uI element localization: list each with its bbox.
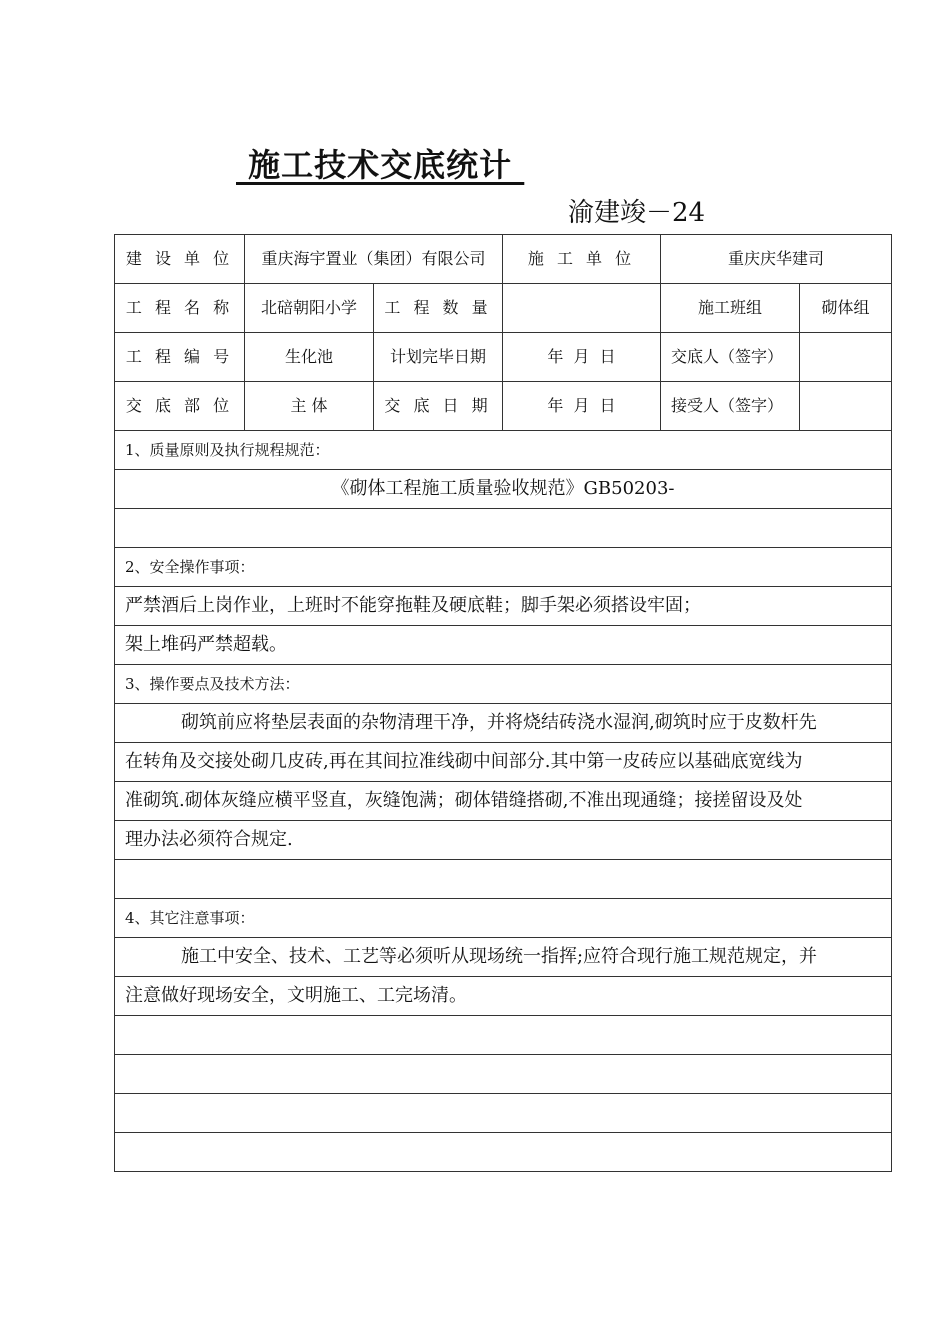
construction-unit-label: 建 设 单 位	[115, 235, 245, 284]
method-text-line: 砌筑前应将垫层表面的杂物清理干净，并将烧结砖浇水湿润,砌筑时应于皮数杆先	[115, 704, 892, 743]
handover-person-signature	[800, 333, 892, 382]
other-text-line: 注意做好现场安全，文明施工、工完场清。	[115, 977, 892, 1016]
document-title: 施工技术交底统计	[236, 146, 525, 184]
blank-row	[115, 860, 892, 899]
technical-handover-table	[114, 234, 892, 1172]
method-text-line: 准砌筑.砌体灰缝应横平竖直，灰缝饱满；砌体错缝搭砌,不准出现通缝；接搓留设及处	[115, 782, 892, 821]
quantity-value	[503, 284, 661, 333]
safety-section-title: 2、安全操作事项：	[115, 548, 892, 587]
quality-section-title: 1、质量原则及执行规程规范：	[115, 431, 892, 470]
receiver-label: 接受人（签字）	[661, 382, 800, 431]
team-label: 施工班组	[661, 284, 800, 333]
handover-date-value: 年 月 日	[503, 382, 661, 431]
info-row-unit	[115, 235, 892, 284]
project-name-label: 工 程 名 称	[115, 284, 245, 333]
receiver-signature	[800, 382, 892, 431]
other-text-line: 施工中安全、技术、工艺等必须听从现场统一指挥;应符合现行施工规范规定，并	[115, 938, 892, 977]
safety-text-line: 严禁酒后上岗作业，上班时不能穿拖鞋及硬底鞋；脚手架必须搭设牢固；	[115, 587, 892, 626]
project-name-value: 北碚朝阳小学	[245, 284, 374, 333]
info-row-code	[115, 333, 892, 382]
info-row-project	[115, 284, 892, 333]
part-label: 交 底 部 位	[115, 382, 245, 431]
document-number: 渝建竣－24	[568, 198, 706, 228]
handover-person-label: 交底人（签字）	[661, 333, 800, 382]
project-code-value: 生化池	[245, 333, 374, 382]
safety-text-line: 架上堆码严禁超载。	[115, 626, 892, 665]
method-text-line: 理办法必须符合规定.	[115, 821, 892, 860]
handover-date-label: 交 底 日 期	[374, 382, 503, 431]
builder-unit-label: 施 工 单 位	[503, 235, 661, 284]
blank-row	[115, 1094, 892, 1133]
builder-unit-value: 重庆庆华建司	[661, 235, 892, 284]
blank-row	[115, 1133, 892, 1172]
project-code-label: 工 程 编 号	[115, 333, 245, 382]
part-value: 主 体	[245, 382, 374, 431]
planned-date-value: 年 月 日	[503, 333, 661, 382]
team-value: 砌体组	[800, 284, 892, 333]
blank-row	[115, 509, 892, 548]
construction-unit-value: 重庆海宇置业（集团）有限公司	[245, 235, 503, 284]
blank-row	[115, 1055, 892, 1094]
method-text-line: 在转角及交接处砌几皮砖,再在其间拉准线砌中间部分.其中第一皮砖应以基础底宽线为	[115, 743, 892, 782]
quality-standard-text: 《砌体工程施工质量验收规范》GB50203-	[115, 470, 892, 509]
blank-row	[115, 1016, 892, 1055]
planned-date-label: 计划完毕日期	[374, 333, 503, 382]
quantity-label: 工 程 数 量	[374, 284, 503, 333]
info-row-part	[115, 382, 892, 431]
method-section-title: 3、操作要点及技术方法：	[115, 665, 892, 704]
other-section-title: 4、其它注意事项：	[115, 899, 892, 938]
